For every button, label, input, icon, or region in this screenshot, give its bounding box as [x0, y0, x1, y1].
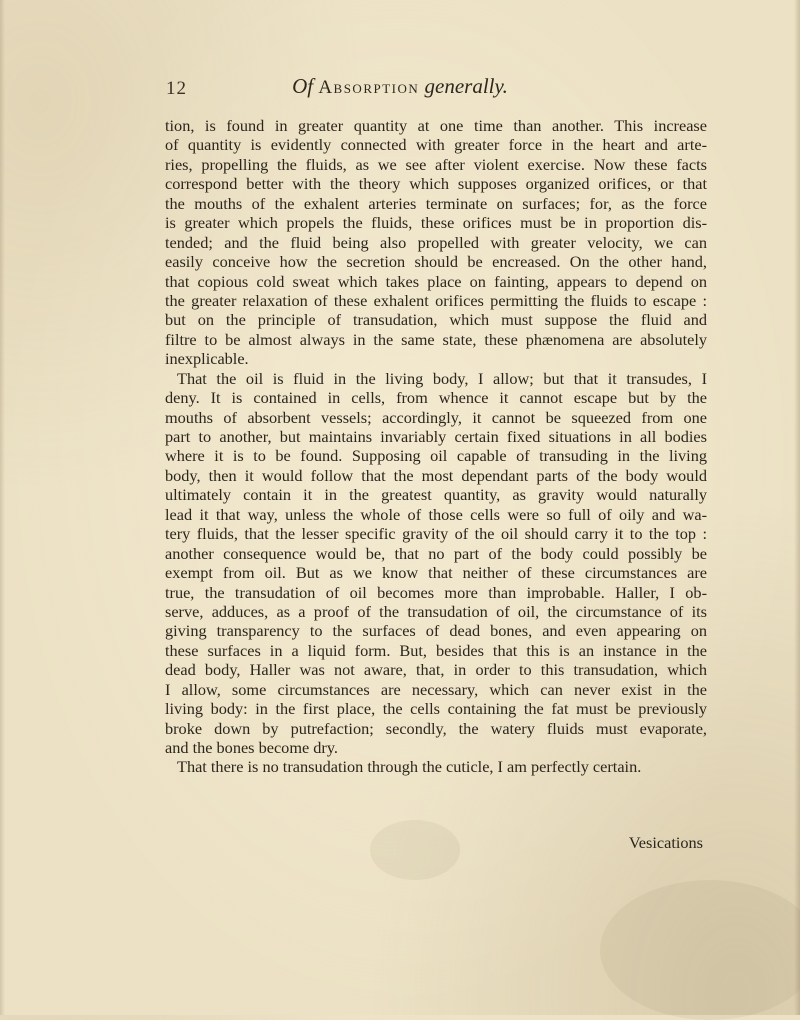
text-line: tended; and the fluid being also propelled with greater velocity, we can	[165, 232, 707, 252]
running-head-suffix: generally.	[424, 74, 508, 98]
running-head	[0, 74, 800, 99]
text-line: true, the transudation of oil becomes more than improbable. Haller, I ob-	[165, 582, 707, 602]
text-line: that copious cold sweat which takes place on fainting, appears to depend on	[165, 271, 707, 291]
text-line: living body: in the first place, the cells containing the fat must be previously	[165, 699, 707, 719]
text-line: the greater relaxation of these exhalent orifices permitting the fluids to escape :	[165, 290, 707, 310]
text-line: lead it that way, unless the whole of those cells were so full of oily and wa-	[165, 504, 707, 524]
text-line: giving transparency to the surfaces of dead bones, and even appearing on	[165, 621, 707, 641]
text-line: filtre to be almost always in the same state, these phænomena are absolutely	[165, 329, 707, 349]
text-line: tion, is found in greater quantity at one time than another. This increase	[165, 116, 707, 135]
text-line: That the oil is fluid in the living body, I allow; but that it transudes, I	[177, 368, 707, 388]
catchword: Vesications	[628, 833, 703, 852]
text-line: dead body, Haller was not aware, that, in order to this transudation, which	[165, 660, 707, 680]
text-line: where it is to be found. Supposing oil capable of transuding in the living	[165, 446, 707, 466]
text-line: exempt from oil. But as we know that neither of these circumstances are	[165, 563, 707, 583]
text-line: and the bones become dry.	[165, 738, 339, 757]
text-line: That there is no transudation through the cuticle, I am perfectly certain.	[177, 757, 642, 777]
text-line: mouths of absorbent vessels; accordingly, it cannot be squeezed from one	[165, 407, 707, 427]
paper-stain	[370, 820, 460, 880]
text-line: part to another, but maintains invariably certain fixed situations in all bodies	[165, 427, 707, 446]
text-line: serve, adduces, as a proof of the transudation of oil, the circumstance of its	[165, 601, 707, 621]
text-line: deny. It is contained in cells, from whence it cannot escape but by the	[165, 388, 707, 408]
running-head-prefix: Of	[292, 74, 314, 98]
text-line: correspond better with the theory which supposes organized orifices, or that	[165, 174, 707, 194]
text-line: ries, propelling the fluids, as we see after violent exercise. Now these facts	[165, 154, 707, 174]
text-line: the mouths of the exhalent arteries terminate on surfaces; for, as the force	[165, 193, 707, 213]
text-line: easily conceive how the secretion should be encreased. On the other hand,	[165, 252, 707, 272]
page-edge-shadow-left	[0, 0, 5, 1015]
page-number: 12	[166, 78, 187, 99]
page-edge-shadow-right	[794, 0, 800, 1015]
text-line: broke down by putrefaction; secondly, the watery fluids must evaporate,	[165, 718, 707, 738]
text-line: is greater which propels the fluids, these orifices must be in proportion dis-	[165, 213, 707, 233]
text-line: of quantity is evidently connected with greater force in the heart and arte-	[165, 135, 707, 155]
text-line: another consequence would be, that no part of the body could possibly be	[165, 543, 707, 563]
page-header	[0, 74, 800, 104]
paper-stain	[600, 880, 800, 1020]
text-line: these surfaces in a liquid form. But, besides that this is an instance in the	[165, 640, 707, 660]
text-line: but on the principle of transudation, which must suppose the fluid and	[165, 310, 707, 330]
body-text	[165, 116, 707, 777]
text-line: inexplicable.	[165, 349, 249, 369]
running-head-caps: Absorption	[318, 77, 420, 98]
text-line: ultimately contain it in the greatest quantity, as gravity would naturally	[165, 485, 707, 505]
text-line: body, then it would follow that the most dependant parts of the body would	[165, 465, 707, 485]
text-line: tery fluids, that the lesser specific gravity of the oil should carry it to the top :	[165, 524, 707, 544]
text-line: I allow, some circumstances are necessary, which can never exist in the	[165, 679, 707, 699]
